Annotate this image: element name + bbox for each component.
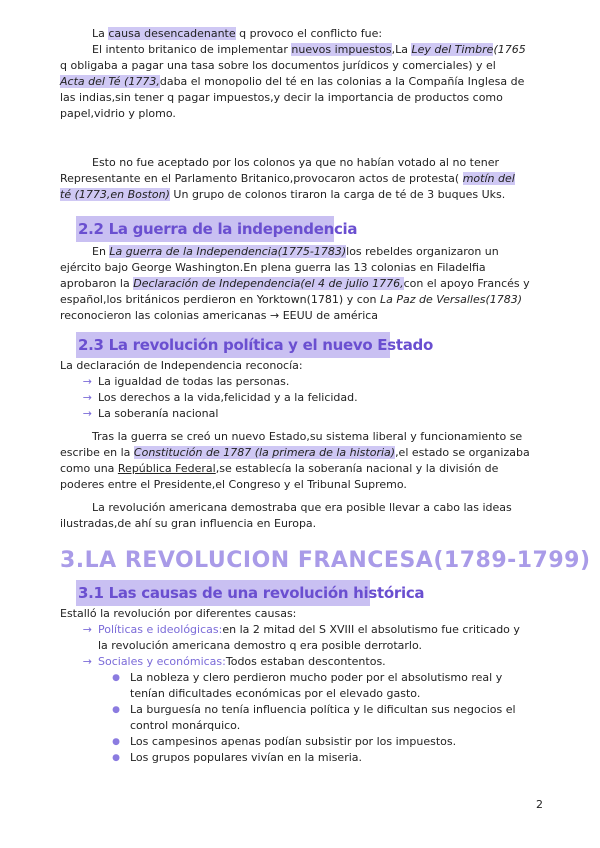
list-item: ● La burguesía no tenía influencia política y le dificultan sus negocios el control monárquico. (60, 702, 540, 734)
heading-3: 3.LA REVOLUCION FRANCESA(1789-1799) (60, 548, 591, 573)
heading-2-3: 2.3 La revolución política y el nuevo Estado (60, 332, 415, 358)
arrow-right-icon: → (82, 623, 92, 636)
list-item: → Políticas e ideológicas:en la 2 mitad del S XVIII el absolutismo fue criticado y la revolución americana demostro q era posible derrotarlo. (60, 622, 540, 654)
list-item: ● Los grupos populares vivían en la miseria. (60, 750, 540, 766)
heading-2-2: 2.2 La guerra de la independencia (60, 216, 339, 242)
causes-list (60, 606, 540, 766)
paragraph-guerra: En La guerra de la Independencia(1775-1783)los rebeldes organizaron un ejército bajo George Washington.En plena guerra las 13 colonias en Filadelfia aprobaron la Declaración de Independencia(el 4 de julio 1776,con el apoyo Francés y español,los británicos perdieron en Yorktown(1781) y con La Paz de Versalles(1783) reconocieron las colonias americanas → EEUU de américa (60, 245, 530, 322)
paragraph-protesta: Esto no fue aceptado por los colonos ya que no habían votado al no tener Representante en el Parlamento Britanico,provocaron actos de protesta( motín del té (1773,en Boston) Un grupo de colonos tiraron la carga de té de 3 buques Uks. (60, 156, 515, 201)
arrow-right-icon: → (82, 375, 92, 388)
page-number: 2 (536, 798, 543, 811)
list-item: → Los derechos a la vida,felicidad y a la felicidad. (60, 390, 540, 406)
list-item: → Sociales y económicas:Todos estaban descontentos. (60, 654, 540, 670)
list-item: → La soberanía nacional (60, 406, 540, 422)
bullet-icon: ● (112, 753, 120, 763)
arrow-right-icon: → (82, 655, 92, 668)
declaration-list (60, 358, 540, 422)
arrow-right-icon: → (82, 407, 92, 420)
list-item: ● La nobleza y clero perdieron mucho poder por el absolutismo real y tenían dificultades económicas por el elevado gasto. (60, 670, 540, 702)
bullet-icon: ● (112, 737, 120, 747)
arrow-right-icon: → (82, 391, 92, 404)
causes-intro: Estalló la revolución por diferentes causas: (60, 607, 297, 620)
bullet-icon: ● (112, 705, 120, 715)
paragraph-influencia: La revolución americana demostraba que era posible llevar a cabo las ideas ilustradas,de ahí su gran influencia en Europa. (60, 501, 512, 530)
bullet-icon: ● (112, 673, 120, 683)
paragraph-causa: La causa desencadenante q provoco el conflicto fue: El intento britanico de implementar nuevos impuestos,La Ley del Timbre(1765 q obligaba a pagar una tasa sobre los documentos jurídicos y comerciales) y el Acta del Té (1773,daba el monopolio del té en las colonias a la Compañía Inglesa de las indias,sin tener q pagar impuestos,y decir la importancia de productos como papel,vidrio y plomo. (60, 27, 526, 120)
highlight-causa: causa desencadenante (108, 27, 236, 40)
heading-3-1: 3.1 Las causas de una revolución histórica (60, 580, 406, 606)
declaration-intro: La declaración de Independencia reconocía: (60, 359, 303, 372)
list-item: ● Los campesinos apenas podían subsistir por los impuestos. (60, 734, 540, 750)
paragraph-constitucion: Tras la guerra se creó un nuevo Estado,su sistema liberal y funcionamiento se escribe en la Constitución de 1787 (la primera de la historia),el estado se organizaba como una República Federal,se establecía la soberanía nacional y la división de poderes entre el Presidente,el Congreso y el Tribunal Supremo. (60, 430, 530, 491)
highlight-impuestos: nuevos impuestos (291, 43, 392, 56)
list-item: → La igualdad de todas las personas. (60, 374, 540, 390)
